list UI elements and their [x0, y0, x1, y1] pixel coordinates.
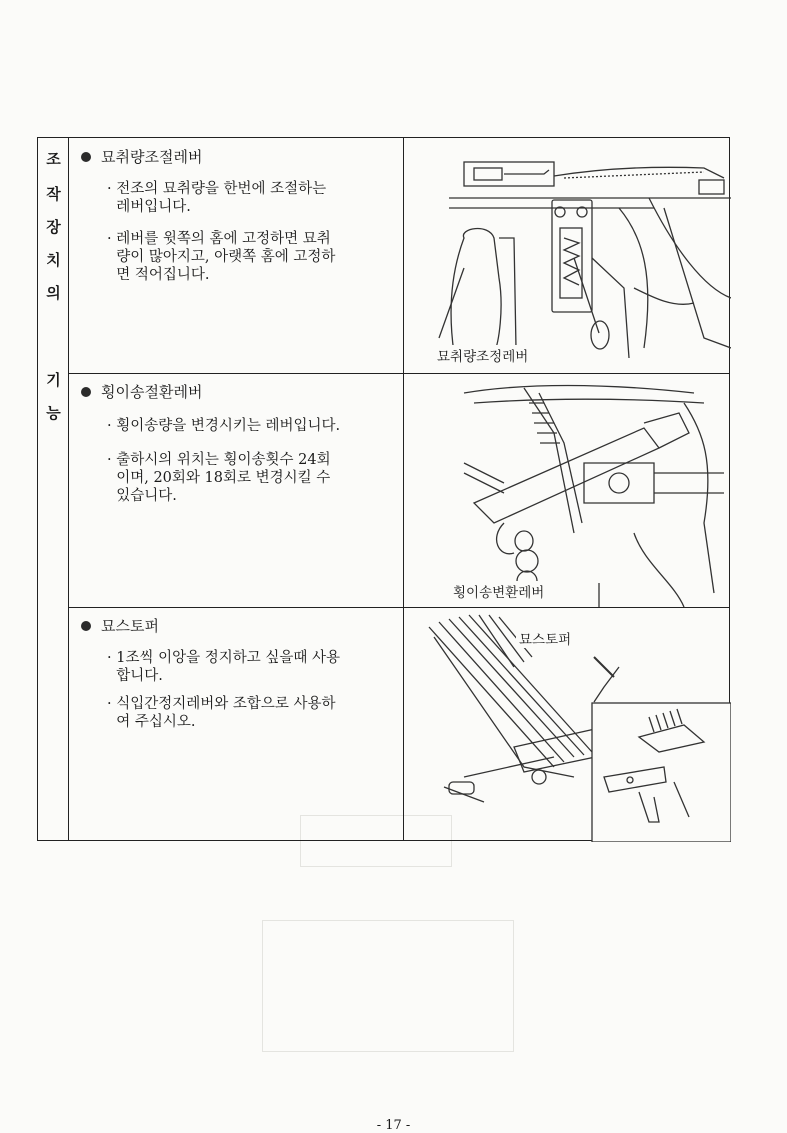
- bullet-icon: [81, 387, 91, 397]
- side-label-char: 작: [46, 185, 61, 203]
- row-seedling-take-lever: [69, 138, 403, 373]
- row-seedling-stopper: [69, 607, 403, 842]
- side-label-char: 능: [46, 404, 61, 422]
- row-heading: 묘취량조절레버: [101, 148, 203, 166]
- bullet-icon: [81, 621, 91, 631]
- seedling-take-lever-illustration: [404, 138, 731, 373]
- controls-function-table: [37, 137, 730, 841]
- illustration-callout: 묘취량조정레버: [434, 345, 531, 365]
- side-label-char: 의: [46, 284, 61, 302]
- bullet-icon: [81, 152, 91, 162]
- list-item: · 횡이송량을 변경시키는 레버입니다.: [107, 418, 341, 434]
- list-item: · 1조씩 이앙을 정지하고 싶을때 사용 합니다.: [107, 650, 340, 684]
- side-label-char: 기: [46, 371, 61, 389]
- list-item: · 출하시의 위치는 횡이송횟수 24회 이며, 20회와 18회로 변경시킬 수 있습니다.: [107, 452, 331, 504]
- side-label-char: 장: [46, 218, 61, 236]
- list-item: · 레버를 윗쪽의 홈에 고정하면 묘취 량이 많아지고, 아랫쪽 홈에 고정하 면 적어집니다.: [107, 231, 336, 283]
- row-transverse-feed-lever: [69, 373, 403, 607]
- side-label-char: 조: [46, 150, 61, 168]
- illustration-callout: 횡이송변환레버: [450, 581, 547, 601]
- row-heading: 횡이송절환레버: [101, 383, 203, 401]
- illustration-callout: 묘스토퍼: [516, 628, 574, 648]
- seedling-stopper-illustration: [404, 607, 731, 842]
- transverse-feed-lever-illustration: [404, 373, 731, 607]
- side-label-char: 치: [46, 251, 61, 269]
- list-item: · 전조의 묘취량을 한번에 조절하는 레버입니다.: [107, 181, 327, 215]
- page-number: - 17 -: [376, 1118, 411, 1133]
- list-item: · 식입간정지레버와 조합으로 사용하 여 주십시오.: [107, 696, 336, 730]
- side-label-column: [38, 138, 69, 840]
- row-heading: 묘스토퍼: [101, 617, 159, 635]
- bleed-through-box: [262, 920, 514, 1052]
